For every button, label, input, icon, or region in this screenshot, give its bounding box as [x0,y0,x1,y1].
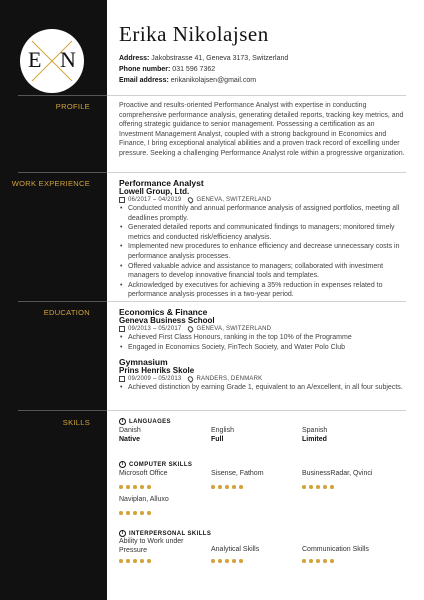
email-value: erikanikolajsen@gmail.com [170,77,257,84]
rating-dot [133,485,137,489]
list-item: • Acknowledged by executives for achieving a 35% reduction in expenses related to performance analysis processes in a two-year period. [119,281,411,300]
degree-title: Economics & Finance [119,307,208,317]
rating-dot [302,485,306,489]
list-item: • Achieved distinction by earning Grade 1, equivalent to an A/excellent, in all four subjects. [119,383,411,393]
list-item: • Implemented new procedures to enhance efficiency and decrease unnecessary costs in performance analysis processes. [119,242,411,261]
rating-dot [330,485,334,489]
language-level: Full [211,436,224,443]
rating-dot [225,559,229,563]
language-name: Danish [119,427,141,434]
section-label-profile: PROFILE [55,102,90,111]
rating-dot [316,485,320,489]
rating-dot [140,559,144,563]
education-location: GENEVA, SWITZERLAND [196,326,272,332]
rating-dot [330,559,334,563]
info-icon: i [119,418,126,425]
company-name: Lowell Group, Ltd. [119,187,190,196]
rating-dot [140,485,144,489]
list-item: • Conducted monthly and annual performance analysis of assigned portfolios, meeting all deadlines promptly. [119,204,411,223]
location-pin-icon [187,325,195,333]
rating-dot [309,559,313,563]
rating-dot [147,559,151,563]
calendar-icon [119,326,125,332]
language-name: English [211,427,234,434]
profile-text: Proactive and results-oriented Performance Analyst with expertise in conducting comprehensive performance analysis, generating detailed reports, tracking key metrics, and offering strategic guidance to senior management. Possessing a certification as an Investment Management Analyst, coupled with a strong background in Economics and Finance, I bring exceptional analytical abilities and a proven track record of excelling under pressure. Seeking a challenging Performance Analyst role within a progressive organization. [119,102,405,157]
skill-rating [211,559,243,563]
school-name: Geneva Business School [119,316,215,325]
info-icon: i [119,461,126,468]
rating-dot [140,511,144,515]
interpersonal-skills-heading [119,530,211,537]
list-item: • Offered valuable advice and assistance to managers; collaborated with investment managers to develop innovative financial tools and templates. [119,262,411,281]
divider-sidebar [18,301,107,302]
rating-dot [211,485,215,489]
computer-skills-heading [119,461,192,468]
computer-skills-label: COMPUTER SKILLS [129,461,193,468]
education-dates: 09/2009 – 05/2013 [128,376,182,382]
rating-dot [147,485,151,489]
candidate-name: Erika Nikolajsen [119,22,269,46]
rating-dot [323,559,327,563]
rating-dot [133,511,137,515]
section-label-work: WORK EXPERIENCE [11,179,90,188]
address-value: Jakobstrasse 41, Geneva 3173, Switzerland [151,55,289,62]
language-level: Limited [302,436,327,443]
rating-dot [218,485,222,489]
email-label: Email address: [119,77,169,84]
rating-dot [133,559,137,563]
skill-rating [119,511,151,515]
phone-label: Phone number: [119,66,171,73]
skill-name: Ability to Work under Pressure [119,538,184,554]
rating-dot [119,511,123,515]
education-location: RANDERS, DENMARK [196,376,263,382]
divider-sidebar [18,95,107,96]
skill-name: Analytical Skills [211,546,260,553]
skill-name: Sisense, Fathom [211,470,264,477]
skill-rating [119,485,151,489]
skill-name: BusinessRadar, Qvinci [302,470,373,477]
section-label-education: EDUCATION [43,308,90,317]
rating-dot [218,559,222,563]
rating-dot [302,559,306,563]
job-bullets [119,204,411,300]
skill-rating [302,559,334,563]
calendar-icon [119,376,125,382]
rating-dot [225,485,229,489]
job-dates: 06/2017 – 04/2019 [128,197,182,203]
rating-dot [232,485,236,489]
rating-dot [323,485,327,489]
school-name: Prins Henriks Skole [119,366,195,375]
section-label-skills: SKILLS [62,418,90,427]
list-item: • Engaged in Economics Society, FinTech Society, and Water Polo Club [119,343,411,353]
contact-block [119,53,288,86]
skill-rating [211,485,243,489]
job-meta [119,197,271,203]
rating-dot [239,559,243,563]
education-dates: 09/2013 – 05/2017 [128,326,182,332]
rating-dot [309,485,313,489]
education-meta [119,326,271,332]
rating-dot [119,559,123,563]
language-name: Spanish [302,427,328,434]
rating-dot [147,511,151,515]
languages-label: LANGUAGES [129,418,171,425]
list-item: • Generated detailed reports and communicated findings to managers; monitored timely metrics and conducted risk/efficiency analysis. [119,223,411,242]
rating-dot [119,485,123,489]
degree-title: Gymnasium [119,357,168,367]
education-meta [119,376,262,382]
address-label: Address: [119,55,150,62]
list-item: • Achieved First Class Honours, ranking in the top 10% of the Programme [119,333,411,343]
divider-sidebar [18,172,107,173]
location-pin-icon [187,375,195,383]
skill-name: Communication Skills [302,546,369,553]
rating-dot [239,485,243,489]
rating-dot [316,559,320,563]
language-level: Native [119,436,141,443]
monogram-logo [20,29,84,93]
skill-name: Microsoft Office [119,470,168,477]
rating-dot [232,559,236,563]
skill-rating [302,485,334,489]
monogram-letter-n: N [60,47,76,72]
rating-dot [126,511,130,515]
skill-name: Naviplan, Alluxo [119,496,169,503]
rating-dot [126,485,130,489]
education-bullets [119,383,411,393]
calendar-icon [119,197,125,203]
skill-rating [119,559,151,563]
monogram-letter-e: E [28,47,42,72]
languages-heading [119,418,171,425]
divider-sidebar [18,410,107,411]
rating-dot [126,559,130,563]
interpersonal-skills-label: INTERPERSONAL SKILLS [129,530,212,537]
info-icon: i [119,530,126,537]
education-bullets [119,333,411,352]
job-title: Performance Analyst [119,178,204,188]
phone-value: 031 596 7362 [172,66,216,73]
job-location: GENEVA, SWITZERLAND [196,197,272,203]
location-pin-icon [187,196,195,204]
rating-dot [211,559,215,563]
